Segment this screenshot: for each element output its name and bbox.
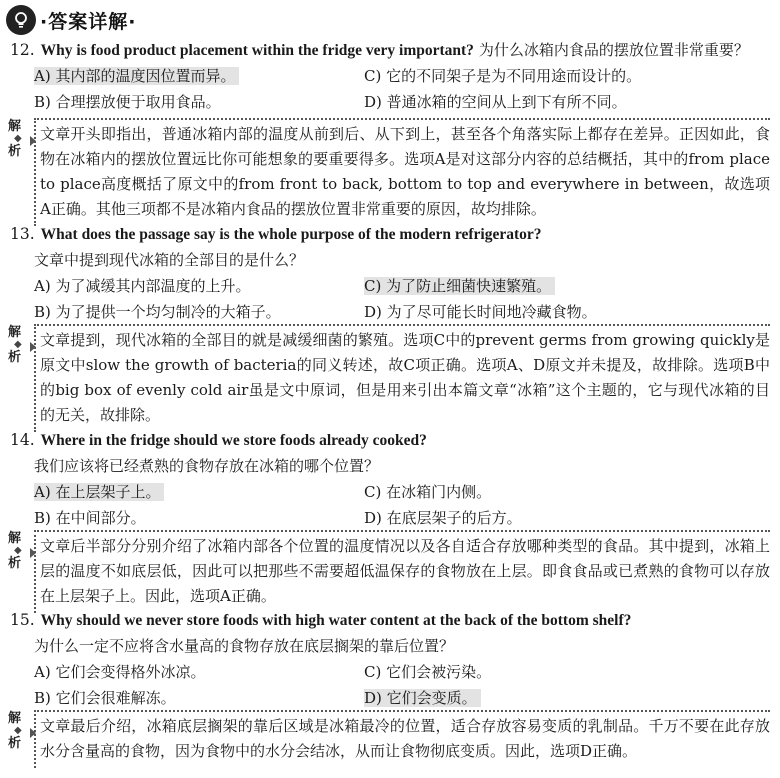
analysis-15: [8, 710, 770, 768]
option-c[interactable]: C) 它们会被污染。: [364, 663, 492, 681]
option-c[interactable]: C) 为了防止细菌快速繁殖。: [364, 276, 764, 296]
analysis-14: [8, 530, 770, 613]
option-b[interactable]: B) 在中间部分。: [34, 509, 146, 527]
analysis-tag: 解 ◆ 析: [8, 531, 22, 571]
section-title: ·答案详解·: [40, 10, 137, 33]
option-b[interactable]: B) 它们会很难解冻。: [34, 689, 176, 707]
options: [34, 482, 770, 528]
lightbulb-badge-icon: [6, 5, 36, 35]
option-a[interactable]: A) 其内部的温度因位置而异。: [34, 66, 364, 86]
question-english: Why should we never store foods with high water content at the back of the bottom shelf?: [40, 612, 632, 629]
option-b[interactable]: B) 合理摆放便于取用食品。: [34, 93, 221, 111]
question-number: 13.: [10, 225, 35, 243]
question-14: [10, 430, 770, 528]
option-d[interactable]: D) 它们会变质。: [364, 688, 764, 708]
option-d[interactable]: D) 普通冰箱的空间从上到下有所不同。: [364, 93, 627, 111]
question-chinese: 为什么一定不应将含水量高的食物存放在底层搁架的靠后位置？: [34, 637, 455, 655]
option-a[interactable]: A) 在上层架子上。: [34, 482, 364, 502]
question-12: [10, 40, 770, 112]
question-number: 15.: [10, 611, 35, 629]
option-b[interactable]: B) 为了提供一个均匀制冷的大箱子。: [34, 303, 281, 321]
option-d[interactable]: D) 为了尽可能长时间地冷藏食物。: [364, 303, 597, 321]
question-number: 14.: [10, 431, 35, 449]
analysis-tag: 解 ◆ 析: [8, 711, 22, 751]
question-english: Why is food product placement within the fridge very important?: [40, 42, 474, 59]
options: [34, 276, 770, 322]
analysis-box: [34, 324, 770, 432]
analysis-box: [34, 710, 770, 768]
analysis-text: 文章提到，现代冰箱的全部目的就是减缓细菌的繁殖。选项C中的prevent germs from growing quickly是原文中slow the growth of bacteria的同义转述，故C项正确。选项A、D原文并未提及，故排除。选项B中的big box of evenly cold air虽是文中原词，但是用来引出本篇文章“冰箱”这个主题的，它与现代冰箱的目的无关，故排除。: [40, 331, 770, 424]
question-chinese: 我们应该将已经煮熟的食物存放在冰箱的哪个位置？: [34, 457, 380, 475]
question-13: [10, 224, 770, 322]
analysis-text: 文章后半部分分别介绍了冰箱内部各个位置的温度情况以及各自适合存放哪种类型的食品。其中提到，冰箱上层的温度不如底层低，因此可以把那些不需要超低温保存的食物放在上层。即食食品或已煮熟的食物可以存放在上层架子上。因此，选项A正确。: [40, 537, 770, 605]
analysis-box: [34, 118, 770, 226]
options: [34, 66, 770, 112]
question-english: Where in the fridge should we store foods already cooked?: [40, 432, 427, 449]
question-number: 12.: [10, 41, 35, 59]
analysis-text: 文章开头即指出，普通冰箱内部的温度从前到后、从下到上，甚至各个角落实际上都存在差异。正因如此，食物在冰箱内的摆放位置远比你可能想象的要重要得多。选项A是对这部分内容的总结概括，其中的from place to place高度概括了原文中的from front to back, bottom to top and everywhere in between，故选项A正确。其他三项都不是冰箱内食品的摆放位置非常重要的原因，故均排除。: [40, 125, 770, 218]
analysis-box: [34, 530, 770, 613]
option-a[interactable]: A) 它们会变得格外冰凉。: [34, 663, 206, 681]
analysis-text: 文章最后介绍，冰箱底层搁架的靠后区域是冰箱最冷的位置，适合存放容易变质的乳制品。千万不要在此存放水分含量高的食物，因为食物中的水分会结冰，从而让食物彻底变质。因此，选项D正确。: [40, 717, 770, 760]
question-15: [10, 610, 770, 708]
option-c[interactable]: C) 在冰箱门内侧。: [364, 483, 492, 501]
analysis-tag: 解 ◆ 析: [8, 119, 22, 159]
section-header: [6, 4, 136, 36]
options: [34, 662, 770, 708]
analysis-tag: 解 ◆ 析: [8, 325, 22, 365]
question-english: What does the passage say is the whole purpose of the modern refrigerator?: [40, 226, 542, 243]
analysis-12: [8, 118, 770, 226]
question-chinese: 文章中提到现代冰箱的全部目的是什么？: [34, 251, 305, 269]
option-a[interactable]: A) 为了减缓其内部温度的上升。: [34, 277, 251, 295]
question-chinese: 为什么冰箱内食品的摆放位置非常重要？: [478, 41, 749, 59]
option-c[interactable]: C) 它的不同架子是为不同用途而设计的。: [364, 67, 642, 85]
analysis-13: [8, 324, 770, 432]
option-d[interactable]: D) 在底层架子的后方。: [364, 509, 522, 527]
